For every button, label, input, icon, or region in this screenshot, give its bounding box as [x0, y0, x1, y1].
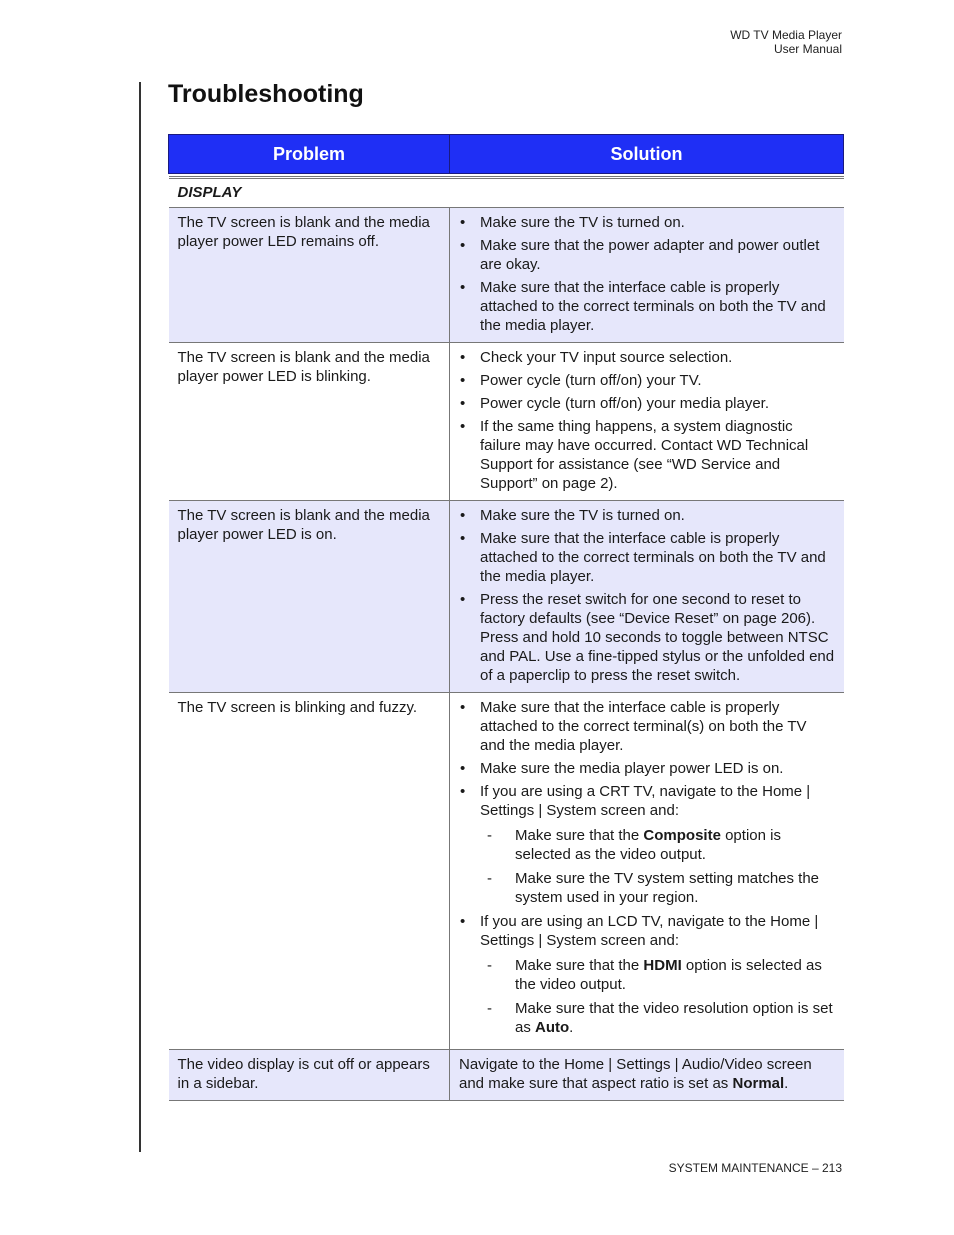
solution-list: [459, 506, 835, 685]
list-item: • If the same thing happens, a system diagnostic failure may have occurred. Contact WD Technical Support for assistance (see “WD Service and Support” on page 2).: [459, 417, 835, 493]
page-title: Troubleshooting: [168, 80, 364, 108]
list-item: • Check your TV input source selection.: [459, 348, 835, 367]
column-header-solution: Solution: [450, 135, 844, 174]
section-label: DISPLAY: [169, 178, 844, 208]
solution-cell: Navigate to the Home | Settings | Audio/Video screen and make sure that aspect ratio is set as Normal.: [450, 1050, 844, 1101]
problem-cell: The TV screen is blank and the media player power LED is blinking.: [169, 343, 450, 501]
table-row: [169, 693, 844, 1050]
margin-rule: [139, 82, 141, 1152]
header-doc-type: User Manual: [773, 42, 842, 56]
table-row: [169, 1050, 844, 1101]
header-product: WD TV Media Player: [730, 28, 842, 42]
sub-list-item: - Make sure the TV system setting matches the system used in your region.: [480, 869, 835, 907]
list-item: • Make sure that the interface cable is properly attached to the correct terminals on both the TV and the media player.: [459, 278, 835, 335]
solution-cell: [450, 501, 844, 693]
list-item-text: If you are using a CRT TV, navigate to the Home | Settings | System screen and:: [480, 783, 811, 819]
option-name-composite: Composite: [643, 827, 721, 844]
option-name-hdmi: HDMI: [643, 957, 682, 974]
list-item: [459, 782, 835, 907]
sub-list-item: - Make sure that the video resolution option is set as Auto.: [480, 999, 835, 1037]
list-item: • Make sure that the interface cable is properly attached to the correct terminal(s) on both the TV and the media player.: [459, 698, 835, 755]
troubleshooting-table: [168, 134, 844, 1101]
solution-list: [459, 698, 835, 1037]
list-item-text: If you are using an LCD TV, navigate to the Home | Settings | System screen and:: [480, 913, 819, 949]
option-name-auto: Auto: [535, 1019, 570, 1036]
solution-cell: [450, 693, 844, 1050]
column-header-problem: Problem: [169, 135, 450, 174]
running-header: [730, 28, 842, 56]
list-item: • Press the reset switch for one second to reset to factory defaults (see “Device Reset” on page 206). Press and hold 10 seconds to toggle between NTSC and PAL. Use a fine-tipped stylus or the unfolded end of a paperclip to press the reset switch.: [459, 590, 835, 685]
solution-list: [459, 213, 835, 335]
list-item: • Power cycle (turn off/on) your TV.: [459, 371, 835, 390]
list-item: • Make sure that the power adapter and power outlet are okay.: [459, 236, 835, 274]
solution-cell: [450, 343, 844, 501]
table-row: [169, 208, 844, 343]
problem-cell: The TV screen is blank and the media player power LED remains off.: [169, 208, 450, 343]
table-header-row: [169, 135, 844, 174]
list-item: [459, 912, 835, 1037]
list-item: • Make sure the TV is turned on.: [459, 506, 835, 525]
list-item: • Make sure that the interface cable is properly attached to the correct terminals on both the TV and the media player.: [459, 529, 835, 586]
problem-cell: The TV screen is blinking and fuzzy.: [169, 693, 450, 1050]
section-row: [169, 178, 844, 208]
list-item: • Make sure the media player power LED is on.: [459, 759, 835, 778]
sub-list-item: - Make sure that the Composite option is selected as the video output.: [480, 826, 835, 864]
table-row: [169, 343, 844, 501]
sub-list: [480, 956, 835, 1037]
page-footer: SYSTEM MAINTENANCE – 213: [668, 1161, 842, 1175]
problem-cell: The TV screen is blank and the media player power LED is on.: [169, 501, 450, 693]
problem-cell: The video display is cut off or appears in a sidebar.: [169, 1050, 450, 1101]
list-item: • Make sure the TV is turned on.: [459, 213, 835, 232]
solution-cell: [450, 208, 844, 343]
option-name-normal: Normal: [732, 1075, 785, 1092]
list-item: • Power cycle (turn off/on) your media player.: [459, 394, 835, 413]
table-row: [169, 501, 844, 693]
solution-list: [459, 348, 835, 493]
sub-list-item: - Make sure that the HDMI option is selected as the video output.: [480, 956, 835, 994]
sub-list: [480, 826, 835, 907]
